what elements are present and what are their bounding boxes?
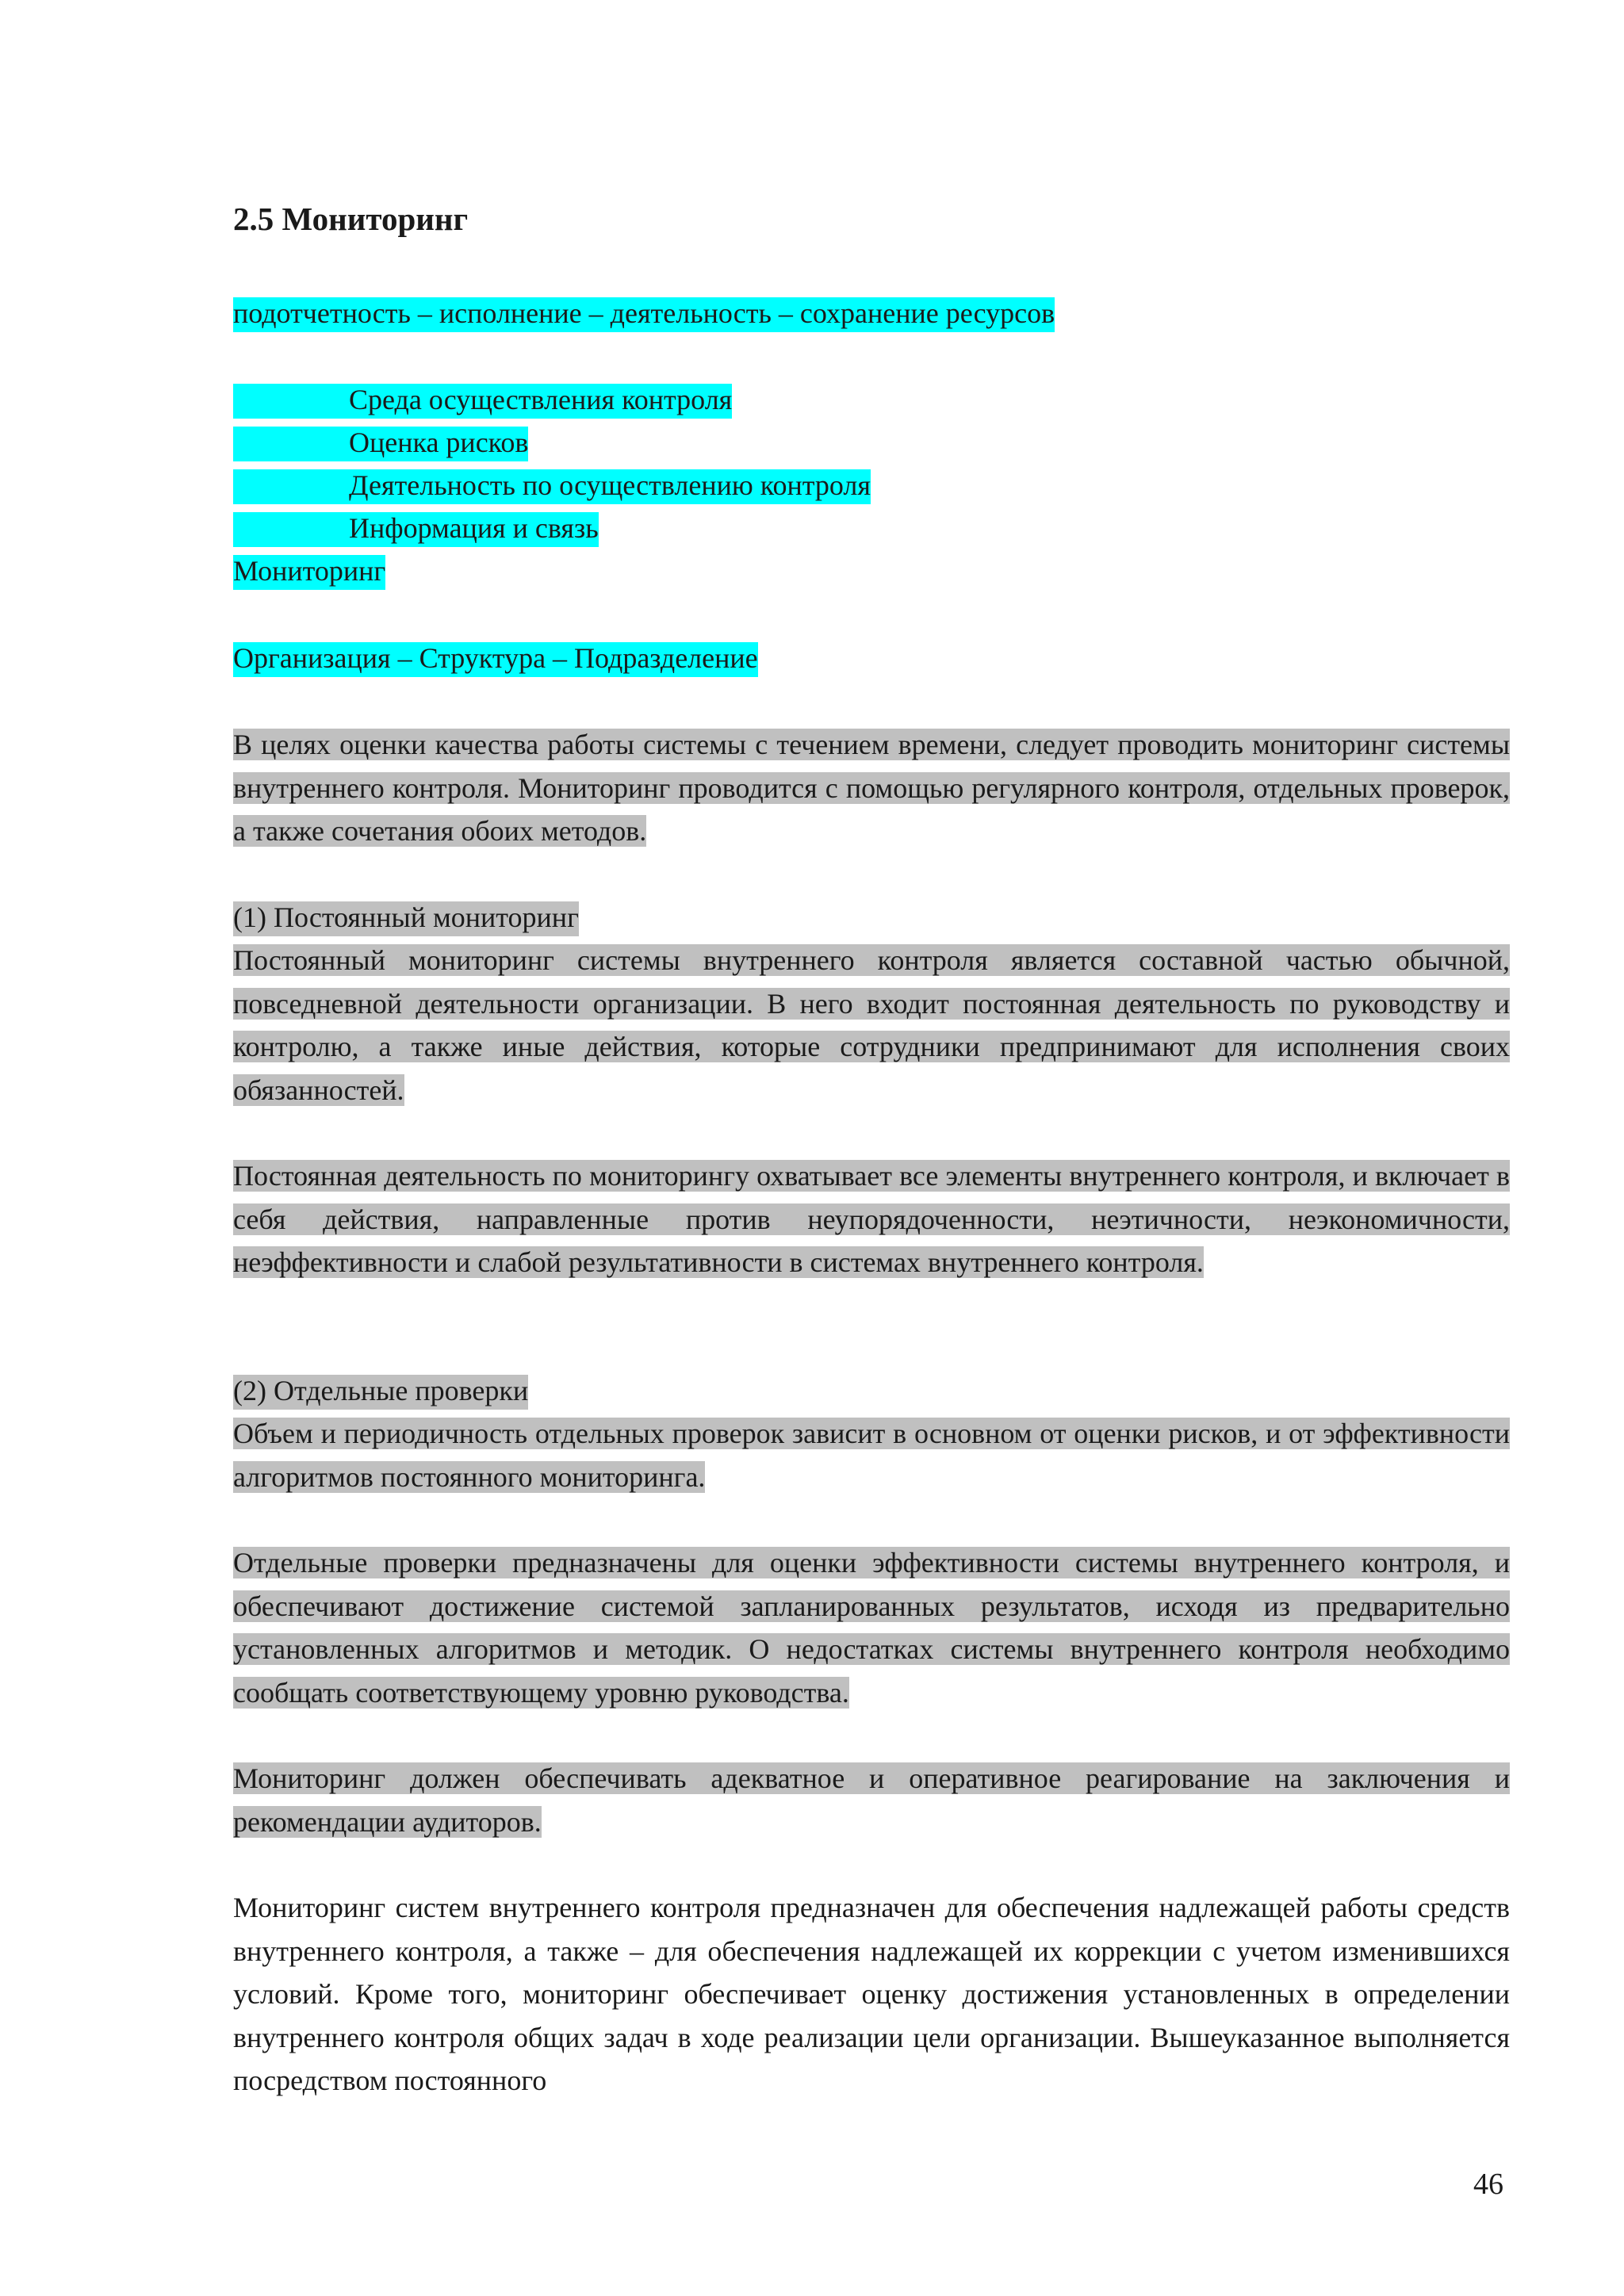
section2-title: (2) Отдельные проверки bbox=[233, 1375, 528, 1410]
section1-paragraph2 bbox=[233, 1154, 1510, 1284]
final-text: Мониторинг систем внутреннего контроля предназначен для обеспечения надлежащей работы средств внутреннего контроля, а также – для обеспечения надлежащей их коррекции с учетом изменившихся условий. Кроме того, мониторинг обеспечивает оценку достижения установленных в определении внутреннего контроля общих задач в ходе реализации цели организации. Вышеуказанное выполняется посредством постоянного bbox=[233, 1892, 1510, 2096]
section-heading: 2.5 Мониторинг bbox=[233, 201, 469, 237]
component-item bbox=[233, 507, 599, 549]
auditor-paragraph bbox=[233, 1757, 1510, 1843]
monitoring-label-line bbox=[233, 549, 385, 592]
component-item bbox=[233, 378, 732, 421]
component-label: Информация и связь bbox=[349, 512, 599, 544]
auditor-text: Мониторинг должен обеспечивать адекватное и оперативное реагирование на заключения и рекомендации аудиторов. bbox=[233, 1762, 1510, 1838]
section1-title-line bbox=[233, 896, 579, 939]
component-label: Среда осуществления контроля bbox=[349, 384, 733, 415]
component-item bbox=[233, 464, 871, 507]
section1-paragraph2-text: Постоянная деятельность по мониторингу охватывает все элементы внутреннего контроля, и включает в себя действия, направленные против неупорядоченности, неэтичности, неэкономичности, неэффективности и слабой результативности в системах внутреннего контроля. bbox=[233, 1160, 1510, 1278]
section2-paragraph2 bbox=[233, 1541, 1510, 1714]
section1-paragraph1-text: Постоянный мониторинг системы внутреннего контроля является составной частью обычной, повседневной деятельности организации. В него входит постоянная деятельность по руководству и контролю, а также иные действия, которые сотрудники предпринимают для исполнения своих обязанностей. bbox=[233, 944, 1510, 1106]
intro-paragraph bbox=[233, 723, 1510, 853]
org-text: Организация – Структура – Подразделение bbox=[233, 642, 758, 677]
section1-title: (1) Постоянный мониторинг bbox=[233, 901, 579, 936]
section1-paragraph1 bbox=[233, 939, 1510, 1112]
org-line bbox=[233, 637, 758, 679]
final-paragraph bbox=[233, 1886, 1510, 2103]
accountability-text: подотчетность – исполнение – деятельность – сохранение ресурсов bbox=[233, 297, 1055, 332]
intro-text: В целях оценки качества работы системы с течением времени, следует проводить мониторинг системы внутреннего контроля. Мониторинг проводится с помощью регулярного контроля, отдельных проверок, а также сочетания обоих методов. bbox=[233, 729, 1510, 847]
section2-paragraph1-text: Объем и периодичность отдельных проверок зависит в основном от оценки рисков, и от эффективности алгоритмов постоянного мониторинга. bbox=[233, 1418, 1510, 1493]
section2-paragraph1 bbox=[233, 1412, 1510, 1498]
component-label: Оценка рисков bbox=[349, 427, 529, 458]
component-item bbox=[233, 421, 528, 464]
monitoring-label: Мониторинг bbox=[233, 555, 385, 590]
page-number: 46 bbox=[1473, 2168, 1503, 2201]
accountability-line bbox=[233, 292, 1055, 335]
section2-title-line bbox=[233, 1369, 528, 1412]
component-label: Деятельность по осуществлению контроля bbox=[349, 469, 871, 501]
section2-paragraph2-text: Отдельные проверки предназначены для оценки эффективности системы внутреннего контроля, и обеспечивают достижение системой запланированных результатов, исходя из предварительно установленных алгоритмов и методик. О недостатках системы внутреннего контроля необходимо сообщать соответствующему уровню руководства. bbox=[233, 1547, 1510, 1709]
